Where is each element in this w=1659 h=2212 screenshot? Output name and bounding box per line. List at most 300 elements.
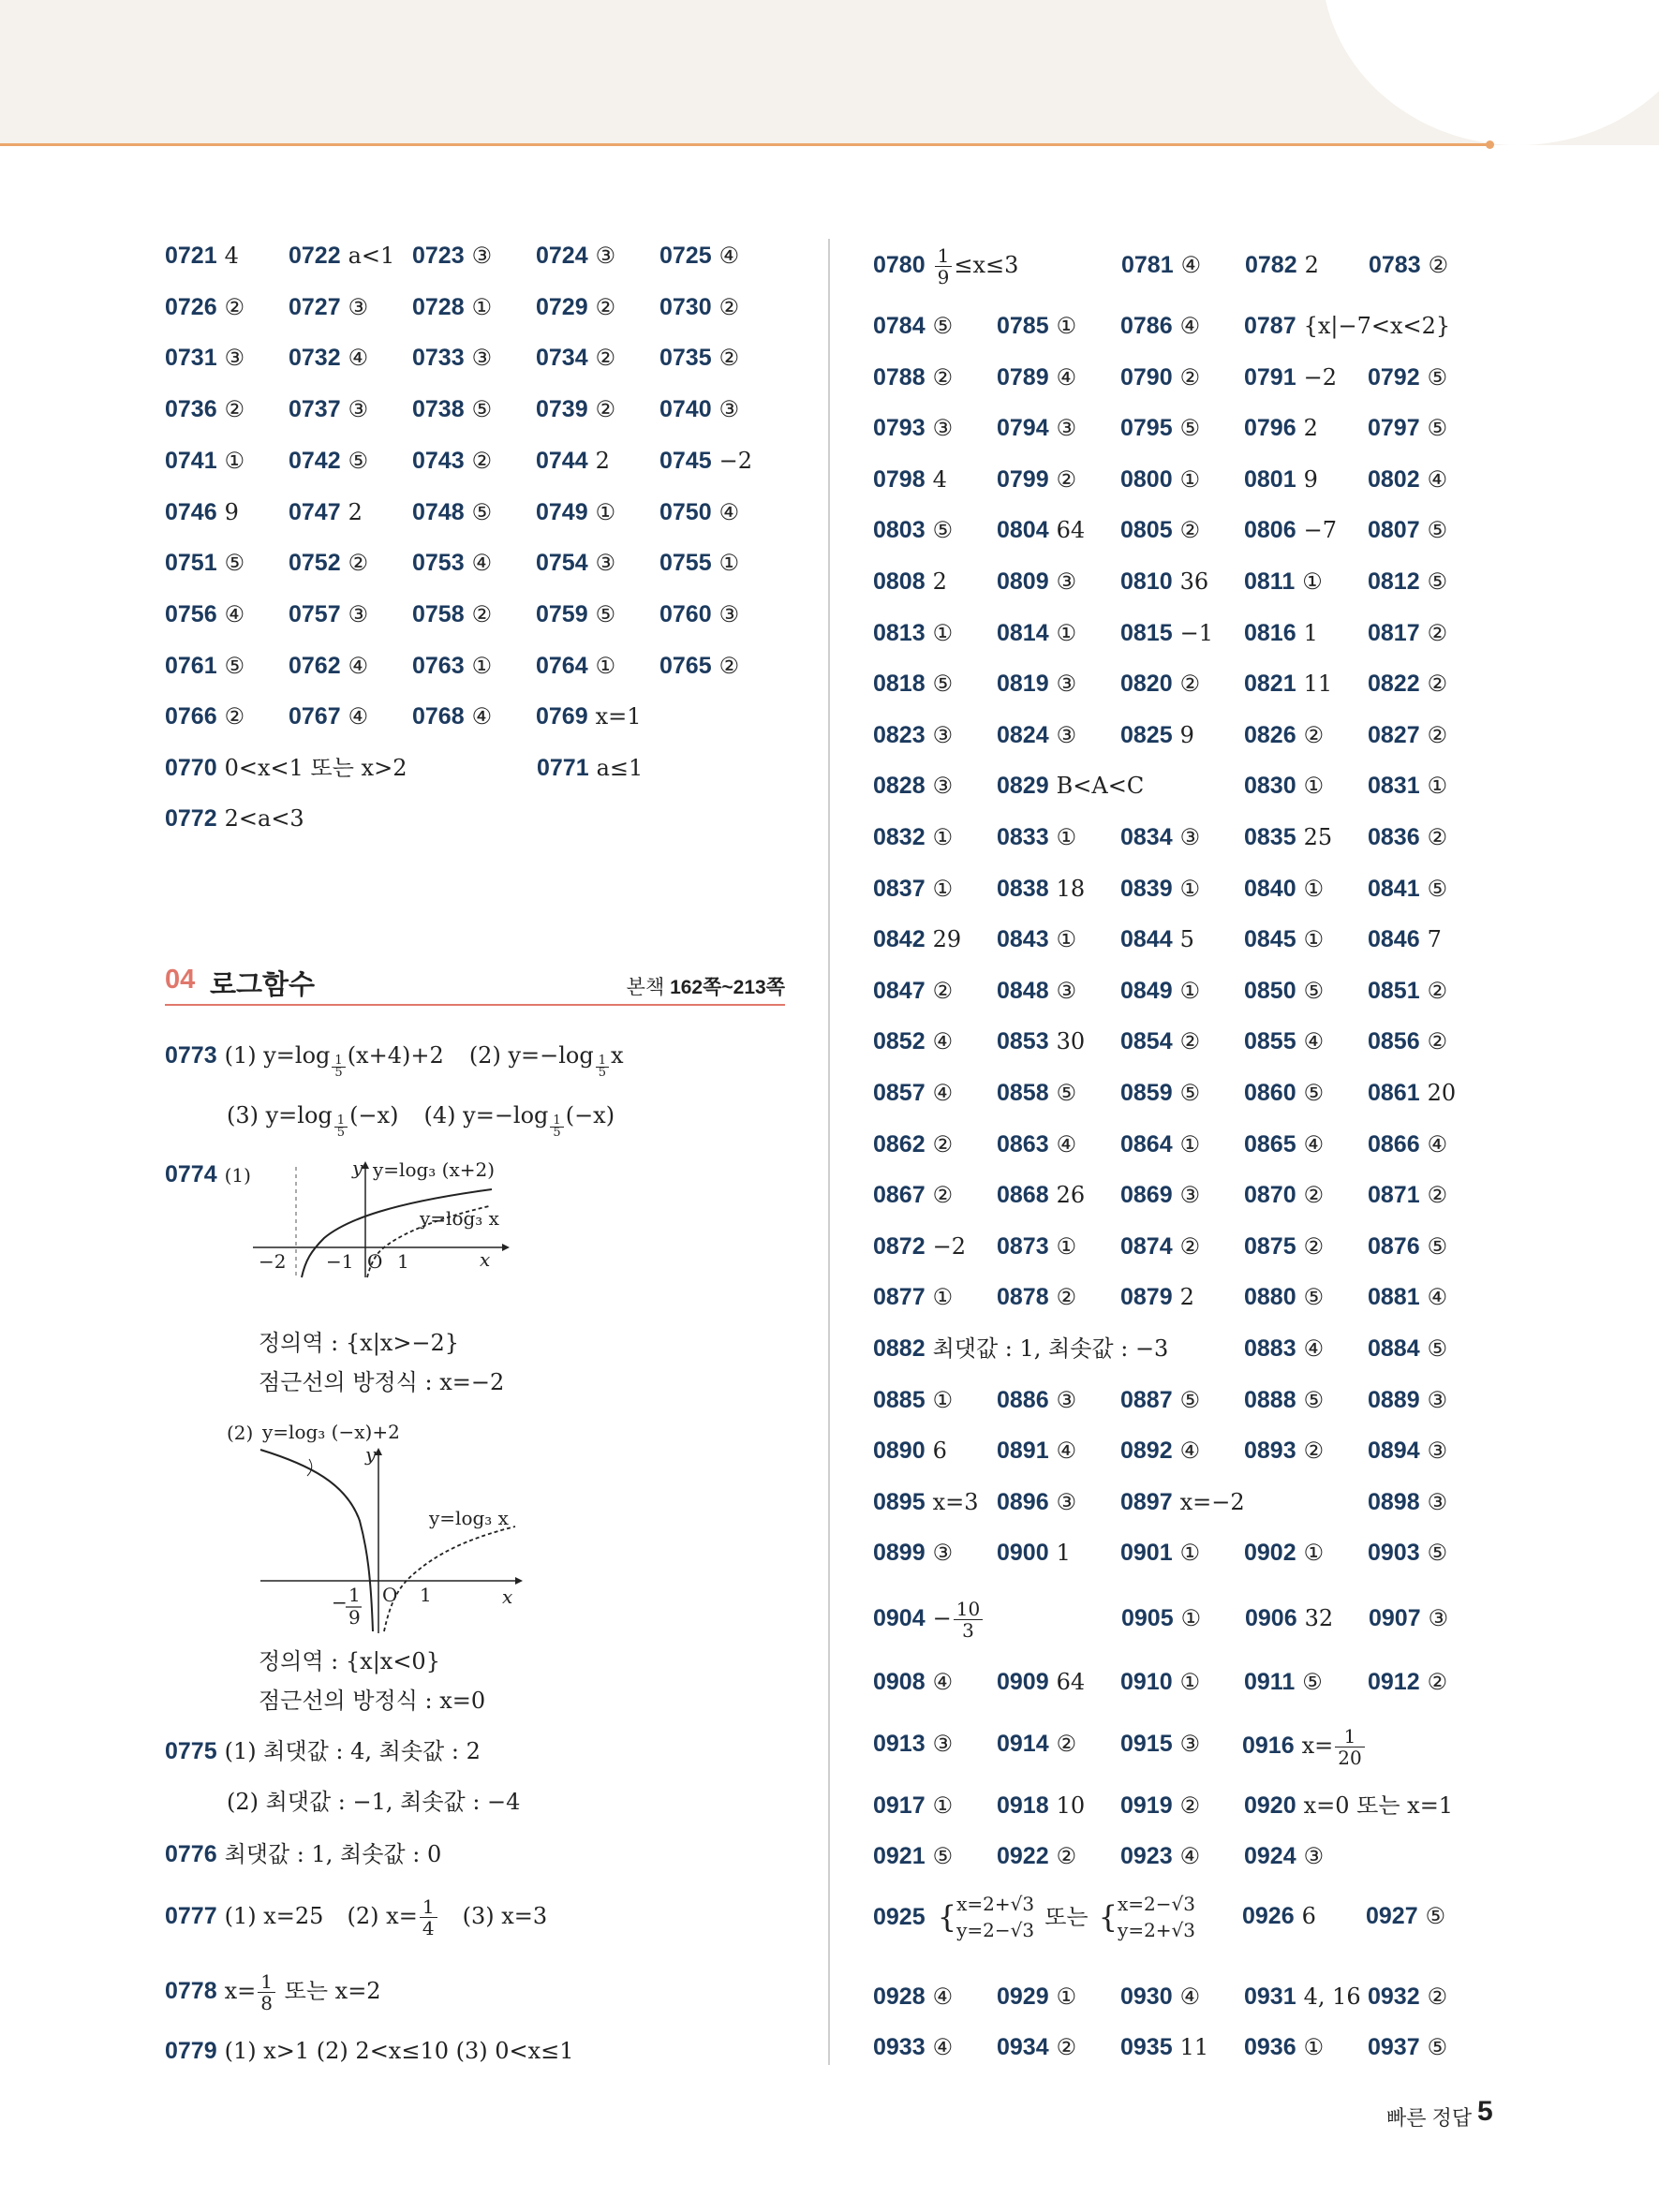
- answer-cell: [873, 1483, 979, 1521]
- answer-value: ②: [1179, 671, 1201, 698]
- answer-value: ③: [1056, 568, 1077, 595]
- answer-cell: [997, 1074, 1076, 1112]
- answer-cell: [997, 1725, 1076, 1762]
- answer-0773-4: [423, 1102, 615, 1140]
- answer-number: 0809: [997, 568, 1049, 595]
- answer-cell: [1368, 870, 1447, 907]
- answer-cell: [412, 596, 492, 633]
- answer-0782: [1245, 242, 1319, 288]
- expr-text: (3) y=log: [227, 1102, 333, 1128]
- answer-cell: [1368, 767, 1447, 804]
- answer-value: ①: [1179, 977, 1201, 1004]
- answer-number: 0851: [1368, 977, 1420, 1004]
- fraction: [935, 245, 953, 288]
- answer-cell: [1120, 870, 1200, 907]
- answer-cell: [289, 494, 363, 531]
- answer-number: 0753: [412, 550, 465, 577]
- answer-value: ①: [932, 1386, 954, 1413]
- answer-number: 0770: [165, 755, 217, 781]
- answer-value: ②: [1427, 1182, 1448, 1209]
- answer-number: 0898: [1368, 1488, 1420, 1515]
- answer-value: 26: [1056, 1182, 1086, 1209]
- answer-cell: [873, 1278, 953, 1316]
- answer-number: 0889: [1368, 1386, 1420, 1413]
- answer-number: 0884: [1368, 1335, 1420, 1362]
- system-2: [1118, 1891, 1195, 1943]
- answer-cell: [997, 1278, 1076, 1316]
- answer-0775-2: (2) 최댓값 : −1, 최솟값 : −4: [227, 1789, 521, 1815]
- answer-cell: [1244, 1228, 1324, 1265]
- answer-value: ①: [1179, 465, 1201, 493]
- answer-value: ⑤: [1303, 977, 1325, 1004]
- graph-0774-2: [253, 1418, 534, 1635]
- answer-0773-line1: [165, 1034, 624, 1080]
- answer-cell: [997, 972, 1076, 1010]
- answer-cell: [412, 339, 492, 376]
- answer-number: 0841: [1368, 875, 1420, 902]
- answer-value: −2: [1303, 363, 1338, 391]
- answer-cell: [873, 1330, 1168, 1367]
- frac-den: 20: [1338, 1747, 1362, 1769]
- expr-text: 또는 x=2: [284, 1978, 381, 2004]
- answer-value: ②: [595, 396, 616, 423]
- answer-number: 0902: [1244, 1540, 1296, 1567]
- answer-value: ①: [932, 1284, 954, 1311]
- answer-number: 0935: [1120, 2034, 1173, 2060]
- answer-number: 0788: [873, 363, 926, 391]
- answer-cell: [873, 614, 953, 652]
- answer-value: ①: [1056, 1983, 1077, 2010]
- answer-value: [933, 244, 1019, 288]
- answer-number: 0882: [873, 1335, 926, 1362]
- answer-value: ②: [1179, 363, 1201, 391]
- answer-cell: [873, 307, 953, 345]
- answer-cell: [165, 544, 244, 582]
- answer-value: ⑤: [932, 671, 954, 698]
- answer-value: −2: [932, 1232, 967, 1260]
- fraction: [420, 1896, 437, 1939]
- frac-den: 5: [598, 1066, 606, 1080]
- answer-cell: [165, 288, 244, 326]
- answer-number: 0767: [289, 703, 341, 730]
- answer-0773-line2-cell: [227, 1094, 615, 1140]
- answer-value: 7: [1427, 926, 1442, 953]
- answer-cell: [1120, 716, 1194, 754]
- answer-number: 0853: [997, 1028, 1049, 1055]
- answer-value: ①: [595, 498, 616, 525]
- answer-cell: [1244, 1381, 1324, 1419]
- answer-value: 2: [1179, 1284, 1194, 1311]
- answer-number: 0831: [1368, 773, 1420, 800]
- answer-cell: [289, 288, 368, 326]
- expr-text: x: [610, 1042, 624, 1069]
- answer-number: 0747: [289, 498, 341, 525]
- answer-value: ②: [224, 293, 245, 320]
- answer-cell: [873, 563, 947, 600]
- answer-value: ②: [718, 293, 740, 320]
- answer-value: ④: [1303, 1335, 1325, 1362]
- answer-number: 0901: [1120, 1540, 1173, 1567]
- answer-cell: [1244, 614, 1318, 652]
- answer-number: 0854: [1120, 1028, 1173, 1055]
- answer-number: 0814: [997, 619, 1049, 646]
- answer-cell: [997, 1787, 1085, 1824]
- answer-0777-1: (1) x=25: [224, 1903, 324, 1929]
- answer-0783: [1369, 242, 1448, 288]
- answer-cell: [1368, 2028, 1447, 2066]
- footer-label: 빠른 정답: [1386, 2106, 1473, 2130]
- answer-value: ④: [1303, 1130, 1325, 1158]
- answer-cell: [873, 716, 953, 754]
- answer-value: ④: [1180, 252, 1202, 278]
- tick-neg-sign: −: [332, 1591, 348, 1614]
- answer-value: ③: [1179, 824, 1201, 850]
- answer-0781: [1121, 242, 1201, 288]
- answer-value: ①: [1303, 875, 1325, 902]
- answer-value: ④: [1303, 1028, 1325, 1055]
- answer-value: 4: [932, 465, 947, 493]
- answer-value: ①: [1056, 824, 1077, 850]
- answer-value: ①: [1179, 875, 1201, 902]
- answer-value: ③: [1428, 1605, 1449, 1631]
- answer-cell: [873, 921, 961, 958]
- answer-number: 0826: [1244, 721, 1296, 748]
- answer-value: 18: [1056, 875, 1086, 902]
- frac-den: 5: [334, 1066, 343, 1080]
- answer-value: ②: [1427, 671, 1448, 698]
- answer-number: 0907: [1369, 1605, 1421, 1631]
- answer-value: ⑤: [595, 600, 616, 627]
- answer-number: 0773: [165, 1042, 217, 1069]
- answer-0772: [165, 800, 304, 837]
- answer-value: ②: [718, 652, 740, 679]
- answer-cell: [997, 1176, 1085, 1214]
- answer-value: ①: [595, 652, 616, 679]
- answer-number: 0876: [1368, 1232, 1420, 1260]
- answer-value: ②: [1303, 721, 1325, 748]
- answer-number: 0904: [873, 1605, 926, 1631]
- answer-number: 0932: [1368, 1983, 1420, 2010]
- answer-cell: [873, 767, 953, 804]
- answer-cell: [1244, 1023, 1324, 1060]
- answer-cell: [1120, 461, 1200, 498]
- answer-number: 0821: [1244, 671, 1296, 698]
- log-base: [332, 1055, 345, 1079]
- answer-value: ⑤: [1427, 1335, 1448, 1362]
- answer-number: 0936: [1244, 2034, 1296, 2060]
- answer-number: 0916: [1242, 1733, 1295, 1759]
- answer-0773-2: [468, 1042, 624, 1080]
- answer-cell: [1244, 921, 1324, 958]
- log-base: [550, 1115, 563, 1139]
- answer-value: −2: [718, 447, 753, 474]
- answer-cell: [997, 665, 1076, 702]
- answer-number: 0926: [1242, 1903, 1295, 1929]
- answer-0773-1: [224, 1042, 444, 1080]
- answer-value: 11: [1303, 671, 1333, 698]
- answer-value: ③: [1303, 1843, 1325, 1869]
- expr-text: (x+4)+2: [347, 1042, 444, 1069]
- answer-number: 0856: [1368, 1028, 1420, 1055]
- answer-cell: [659, 237, 739, 274]
- answer-value: ③: [932, 773, 954, 800]
- answer-value: ④: [1427, 1284, 1448, 1311]
- answer-number: 0721: [165, 243, 217, 269]
- answer-0904: [873, 1592, 985, 1644]
- answer-value: ④: [224, 600, 245, 627]
- answer-cell: [536, 339, 615, 376]
- answer-value: ③: [1427, 1438, 1448, 1465]
- tick-1: 1: [397, 1250, 409, 1273]
- answer-cell: [536, 494, 615, 531]
- answer-cell: [412, 288, 492, 326]
- answer-value: ④: [1427, 465, 1448, 493]
- answer-number: 0750: [659, 498, 712, 525]
- answer-value: 2: [1304, 252, 1319, 278]
- answer-value: ③: [1427, 1488, 1448, 1515]
- header-band: [0, 0, 1659, 145]
- answer-number: 0744: [536, 447, 588, 474]
- answer-value: ①: [1179, 1540, 1201, 1567]
- answer-cell: [412, 391, 492, 428]
- answer-number: 0837: [873, 875, 926, 902]
- answer-number: 0777: [165, 1903, 217, 1929]
- answer-number: 0775: [165, 1738, 217, 1764]
- answer-cell: [289, 596, 368, 633]
- answer-value: ④: [1179, 1438, 1201, 1465]
- answer-number: 0749: [536, 498, 588, 525]
- answer-number: 0862: [873, 1130, 926, 1158]
- answer-number: 0905: [1121, 1605, 1174, 1631]
- answer-value: ⑤: [1056, 1080, 1077, 1106]
- answer-value: 1: [1056, 1540, 1071, 1567]
- answer-value: ⑤: [224, 652, 245, 679]
- answer-value: ⑤: [932, 313, 954, 339]
- answer-cell: [536, 647, 615, 685]
- answer-value: ⑤: [1303, 1284, 1325, 1311]
- answer-value: ④: [932, 1028, 954, 1055]
- frac-den: 9: [937, 266, 950, 288]
- answer-value: B<A<C: [1056, 773, 1145, 800]
- answer-number: 0764: [536, 652, 588, 679]
- answer-cell: [997, 614, 1076, 652]
- answer-number: 0760: [659, 600, 712, 627]
- answer-value: 6: [932, 1438, 947, 1465]
- answer-number: 0903: [1368, 1540, 1420, 1567]
- answer-value: ⑤: [932, 517, 954, 544]
- answer-value: ④: [1056, 1438, 1077, 1465]
- answer-value: ③: [1056, 977, 1077, 1004]
- answer-value: ②: [1427, 1028, 1448, 1055]
- answer-value: ④: [348, 652, 369, 679]
- answer-number: 0735: [659, 345, 712, 372]
- answer-number: 0766: [165, 703, 217, 730]
- answer-value: ②: [932, 1182, 954, 1209]
- answer-cell: [1244, 1176, 1324, 1214]
- answer-number: 0920: [1244, 1792, 1296, 1819]
- answer-cell: [873, 1663, 953, 1701]
- answer-cell: [997, 307, 1076, 345]
- answer-value: (1) x>1 (2) 2<x≤10 (3) 0<x≤1: [224, 2038, 574, 2064]
- answer-number: 0930: [1120, 1983, 1173, 2010]
- answer-value: ③: [932, 1540, 954, 1567]
- answer-cell: [1120, 511, 1200, 549]
- answer-value: x=−2: [1179, 1488, 1245, 1515]
- answer-cell: [873, 665, 953, 702]
- answer-value: 2: [1303, 415, 1318, 442]
- answer-cell: [1244, 1126, 1324, 1163]
- answer-cell: [997, 1432, 1076, 1469]
- answer-cell: [1368, 818, 1447, 856]
- answer-value: ②: [1056, 2034, 1077, 2060]
- answer-cell: [1368, 1483, 1447, 1521]
- answer-cell: [1120, 409, 1200, 447]
- answer-value: ③: [1056, 721, 1077, 748]
- answer-cell: [1120, 1978, 1200, 2015]
- answer-value: ①: [1179, 1669, 1201, 1695]
- answer-value: ④: [718, 498, 740, 525]
- answer-cell: [997, 1228, 1076, 1265]
- answer-value: {x|−7<x<2}: [1303, 313, 1451, 339]
- answer-cell: [997, 921, 1076, 958]
- answer-cell: [997, 359, 1076, 396]
- answer-cell: [1120, 1278, 1194, 1316]
- answer-number: 0752: [289, 550, 341, 577]
- answer-cell: [659, 596, 739, 633]
- answer-cell: [1120, 1837, 1200, 1875]
- tick-1: 1: [420, 1584, 432, 1606]
- frac-num: 1: [332, 1055, 345, 1068]
- answer-value: a≤1: [596, 755, 644, 781]
- system-eq: y=2−√3: [956, 1918, 1035, 1941]
- answer-number: 0875: [1244, 1232, 1296, 1260]
- answer-cell: [873, 511, 953, 549]
- answer-number: 0914: [997, 1731, 1049, 1757]
- answer-number: 0911: [1244, 1669, 1296, 1695]
- answer-cell: [1120, 1228, 1200, 1265]
- answer-cell: [1368, 359, 1447, 396]
- answer-number: 0789: [997, 363, 1049, 391]
- section-pages: [627, 972, 785, 1000]
- answer-number: 0915: [1120, 1731, 1173, 1757]
- answer-value: ③: [348, 396, 369, 423]
- answer-value: ②: [932, 977, 954, 1004]
- answer-cell: [1120, 1381, 1200, 1419]
- answer-number: 0796: [1244, 415, 1296, 442]
- answer-cell: [1120, 614, 1213, 652]
- header-curve: [1322, 0, 1659, 145]
- answer-cell: [412, 698, 492, 735]
- answer-value: ③: [932, 415, 954, 442]
- tick-neg1: −1: [326, 1250, 354, 1273]
- answer-cell: [873, 409, 953, 447]
- answer-number: 0870: [1244, 1182, 1296, 1209]
- frac-den: 8: [260, 1992, 274, 2014]
- answer-number: 0761: [165, 652, 217, 679]
- answer-cell: [873, 1126, 953, 1163]
- answer-number: 0843: [997, 926, 1049, 953]
- answer-value: ④: [1179, 1843, 1201, 1869]
- answer-cell: [1120, 1023, 1200, 1060]
- answer-cell: [1120, 1787, 1200, 1824]
- answer-value: ②: [1428, 252, 1449, 278]
- domain-text: 정의역 : {x|x>−2}: [259, 1330, 460, 1356]
- answer-number: 0724: [536, 243, 588, 269]
- expr-text: −: [932, 1605, 952, 1631]
- answer-value: 64: [1056, 1669, 1086, 1695]
- expr-text: ≤x≤3: [954, 252, 1019, 278]
- system-eq: x=2+√3: [956, 1892, 1035, 1915]
- answer-value: ⑤: [1427, 568, 1448, 595]
- answer-value: ①: [471, 293, 493, 320]
- answer-value: ③: [1056, 415, 1077, 442]
- answer-number: 0803: [873, 517, 926, 544]
- answer-number: 0863: [997, 1130, 1049, 1158]
- section-pages-prefix: 본책: [626, 977, 665, 998]
- answer-value: 29: [932, 926, 962, 953]
- answer-cell: [873, 1837, 953, 1875]
- answer-value: 20: [1427, 1080, 1457, 1106]
- answer-value: ③: [1179, 1182, 1201, 1209]
- answer-number: 0921: [873, 1843, 926, 1869]
- answer-value: ①: [1303, 773, 1325, 800]
- answer-number: 0759: [536, 600, 588, 627]
- answer-cell: [1120, 1432, 1200, 1469]
- answer-number: 0765: [659, 652, 712, 679]
- section-title: 로그함수: [210, 970, 316, 1000]
- answer-value: ③: [224, 345, 245, 372]
- answer-cell: [659, 494, 739, 531]
- answer-value: ②: [1179, 517, 1201, 544]
- answer-number: 0808: [873, 568, 926, 595]
- or-text: 또는: [1044, 1903, 1089, 1930]
- answer-value: ②: [1056, 1731, 1077, 1757]
- answer-number: 0871: [1368, 1182, 1420, 1209]
- answer-number: 0865: [1244, 1130, 1296, 1158]
- answer-cell: [997, 1483, 1076, 1521]
- answer-value: ④: [1056, 363, 1077, 391]
- answer-value: ⑤: [1427, 1232, 1448, 1260]
- answer-value: ⑤: [1179, 1080, 1201, 1106]
- frac-num: 1: [550, 1115, 563, 1128]
- answer-cell: [997, 1023, 1085, 1060]
- answer-number: 0842: [873, 926, 926, 953]
- answer-0773-3: [227, 1102, 399, 1140]
- answer-0770: [165, 749, 407, 787]
- answer-number: 0763: [412, 652, 465, 679]
- answer-value: ②: [1056, 1843, 1077, 1869]
- answer-cell: [997, 1978, 1076, 2015]
- answer-number: 0805: [1120, 517, 1173, 544]
- answer-cell: [1244, 1663, 1323, 1701]
- answer-cell: [1366, 1897, 1445, 1935]
- answer-number: 0732: [289, 345, 341, 372]
- answer-value: ③: [595, 550, 616, 577]
- answer-number: 0758: [412, 600, 465, 627]
- frac-num: 1: [596, 1055, 609, 1068]
- answer-number: 0785: [997, 313, 1049, 339]
- answer-number: 0729: [536, 293, 588, 320]
- answer-value: 10: [1056, 1792, 1086, 1819]
- answer-number: 0811: [1244, 568, 1296, 595]
- answer-value: ②: [932, 363, 954, 391]
- answer-value: a<1: [348, 243, 395, 269]
- answer-value: ③: [718, 600, 740, 627]
- answer-value: ③: [1056, 1386, 1077, 1413]
- answer-value: ②: [595, 293, 616, 320]
- answer-cell: [997, 461, 1076, 498]
- answer-cell: [1244, 359, 1337, 396]
